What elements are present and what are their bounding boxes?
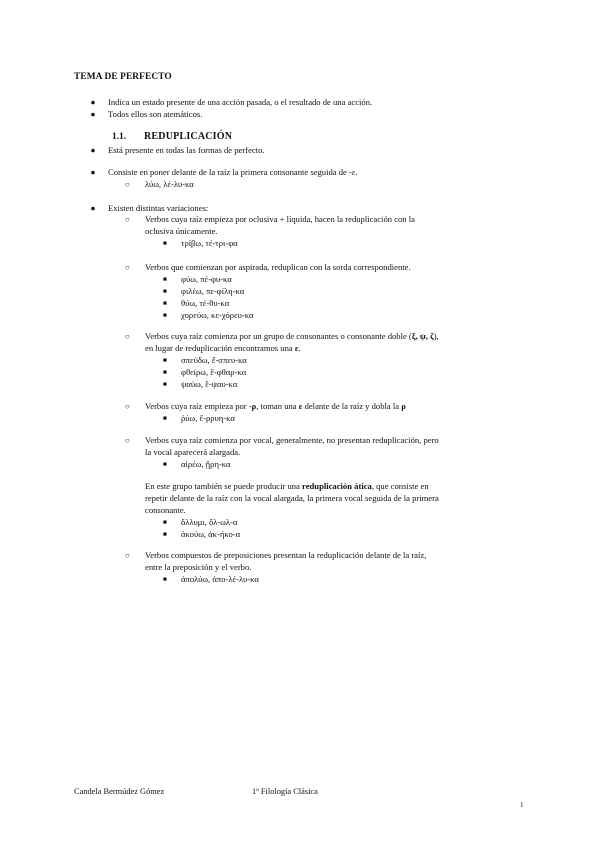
square-bullet-icon: ■	[163, 576, 167, 583]
section-number: 1.1.	[112, 132, 127, 142]
square-bullet-icon: ■	[163, 415, 167, 422]
circle-bullet-icon: ○	[125, 436, 130, 445]
paragraph-text: Está presente en todas las formas de perfecto.	[108, 145, 265, 155]
variation-text: Verbos cuya raíz comienza por un grupo de consonantes o consonante doble (ξ, ψ, ζ),	[145, 331, 439, 341]
square-bullet-icon: ■	[163, 357, 167, 364]
variation-text: Verbos cuya raíz comienza por vocal, generalmente, no presentan reduplicación, pero	[145, 435, 439, 445]
greek-example: φθείρω, ἔ-φθαρ-κα	[181, 367, 247, 377]
greek-example: τρίβω, τέ-τρι-φα	[181, 238, 238, 248]
greek-example: ἀκούω, ἀκ-ήκο-α	[181, 529, 241, 539]
square-bullet-icon: ■	[163, 312, 167, 319]
page-number: 1	[520, 801, 524, 809]
bullet-icon: ●	[90, 145, 96, 155]
square-bullet-icon: ■	[163, 381, 167, 388]
square-bullet-icon: ■	[163, 240, 167, 247]
page-title: TEMA DE PERFECTO	[74, 72, 172, 82]
footer-author: Candela Bermúdez Gómez	[74, 787, 165, 796]
square-bullet-icon: ■	[163, 519, 167, 526]
variation-text: Verbos compuestos de preposiciones presentan la reduplicación delante de la raíz,	[145, 550, 427, 560]
greek-example: ὄλλυμι, ὄλ-ωλ-α	[181, 517, 238, 527]
section-title: REDUPLICACIÓN	[144, 131, 233, 142]
variation-text: en lugar de reduplicación encontramos una ε.	[145, 343, 301, 353]
circle-bullet-icon: ○	[125, 180, 130, 189]
square-bullet-icon: ■	[163, 276, 167, 283]
bullet-icon: ●	[90, 203, 96, 213]
note-text: consonante.	[145, 505, 186, 515]
footer-course: 1º Filología Clásica	[252, 787, 318, 796]
greek-example: φιλέω, πε-φίλη-κα	[181, 286, 245, 296]
square-bullet-icon: ■	[163, 461, 167, 468]
paragraph-text: Consiste en poner delante de la raíz la primera consonante seguida de -ε.	[108, 167, 358, 177]
paragraph-text: Existen distintas variaciones:	[108, 203, 209, 213]
circle-bullet-icon: ○	[125, 215, 130, 224]
circle-bullet-icon: ○	[125, 332, 130, 341]
bullet-icon: ●	[90, 97, 96, 107]
greek-example: ῥύω, ἔ-ρρυη-κα	[181, 413, 235, 423]
greek-example: θύω, τέ-θυ-κα	[181, 298, 230, 308]
greek-example: φύω, πέ-φυ-κα	[181, 274, 232, 284]
variation-text: la vocal aparecerá alargada.	[145, 447, 241, 457]
circle-bullet-icon: ○	[125, 402, 130, 411]
variation-text: Verbos cuya raíz empieza por oclusiva + líquida, hacen la reduplicación con la	[145, 214, 415, 224]
variation-text: Verbos que comienzan por aspirada, reduplican con la sorda correspondiente.	[145, 262, 411, 272]
note-text: En este grupo también se puede producir una reduplicación ática, que consiste en	[145, 481, 429, 491]
square-bullet-icon: ■	[163, 531, 167, 538]
intro-item: Indica un estado presente de una acción pasada, o el resultado de una acción.	[108, 97, 373, 107]
variation-text: entre la preposición y el verbo.	[145, 562, 252, 572]
variation-text: oclusiva únicamente.	[145, 226, 218, 236]
greek-example: σπεύδω, ἔ-σπευ-κα	[181, 355, 247, 365]
greek-example: ψαύω, ἔ-ψαυ-κα	[181, 379, 238, 389]
circle-bullet-icon: ○	[125, 263, 130, 272]
greek-example: αἱρέω, ᾕρη-κα	[181, 459, 231, 469]
variation-text: Verbos cuya raíz empieza por -ρ, toman una ε delante de la raíz y dobla la ρ	[145, 401, 406, 411]
square-bullet-icon: ■	[163, 288, 167, 295]
bullet-icon: ●	[90, 109, 96, 119]
note-text: repetir delante de la raíz con la vocal alargada, la primera vocal seguida de la primera	[145, 493, 439, 503]
circle-bullet-icon: ○	[125, 551, 130, 560]
greek-example: λύω, λέ-λυ-κα	[145, 179, 194, 189]
bullet-icon: ●	[90, 167, 96, 177]
intro-item: Todos ellos son atemáticos.	[108, 109, 203, 119]
greek-example: χορεύω, κε-χόρευ-κα	[181, 310, 254, 320]
square-bullet-icon: ■	[163, 300, 167, 307]
greek-example: ἀπολύω, ἀπο-λέ-λυ-κα	[181, 574, 259, 584]
square-bullet-icon: ■	[163, 369, 167, 376]
